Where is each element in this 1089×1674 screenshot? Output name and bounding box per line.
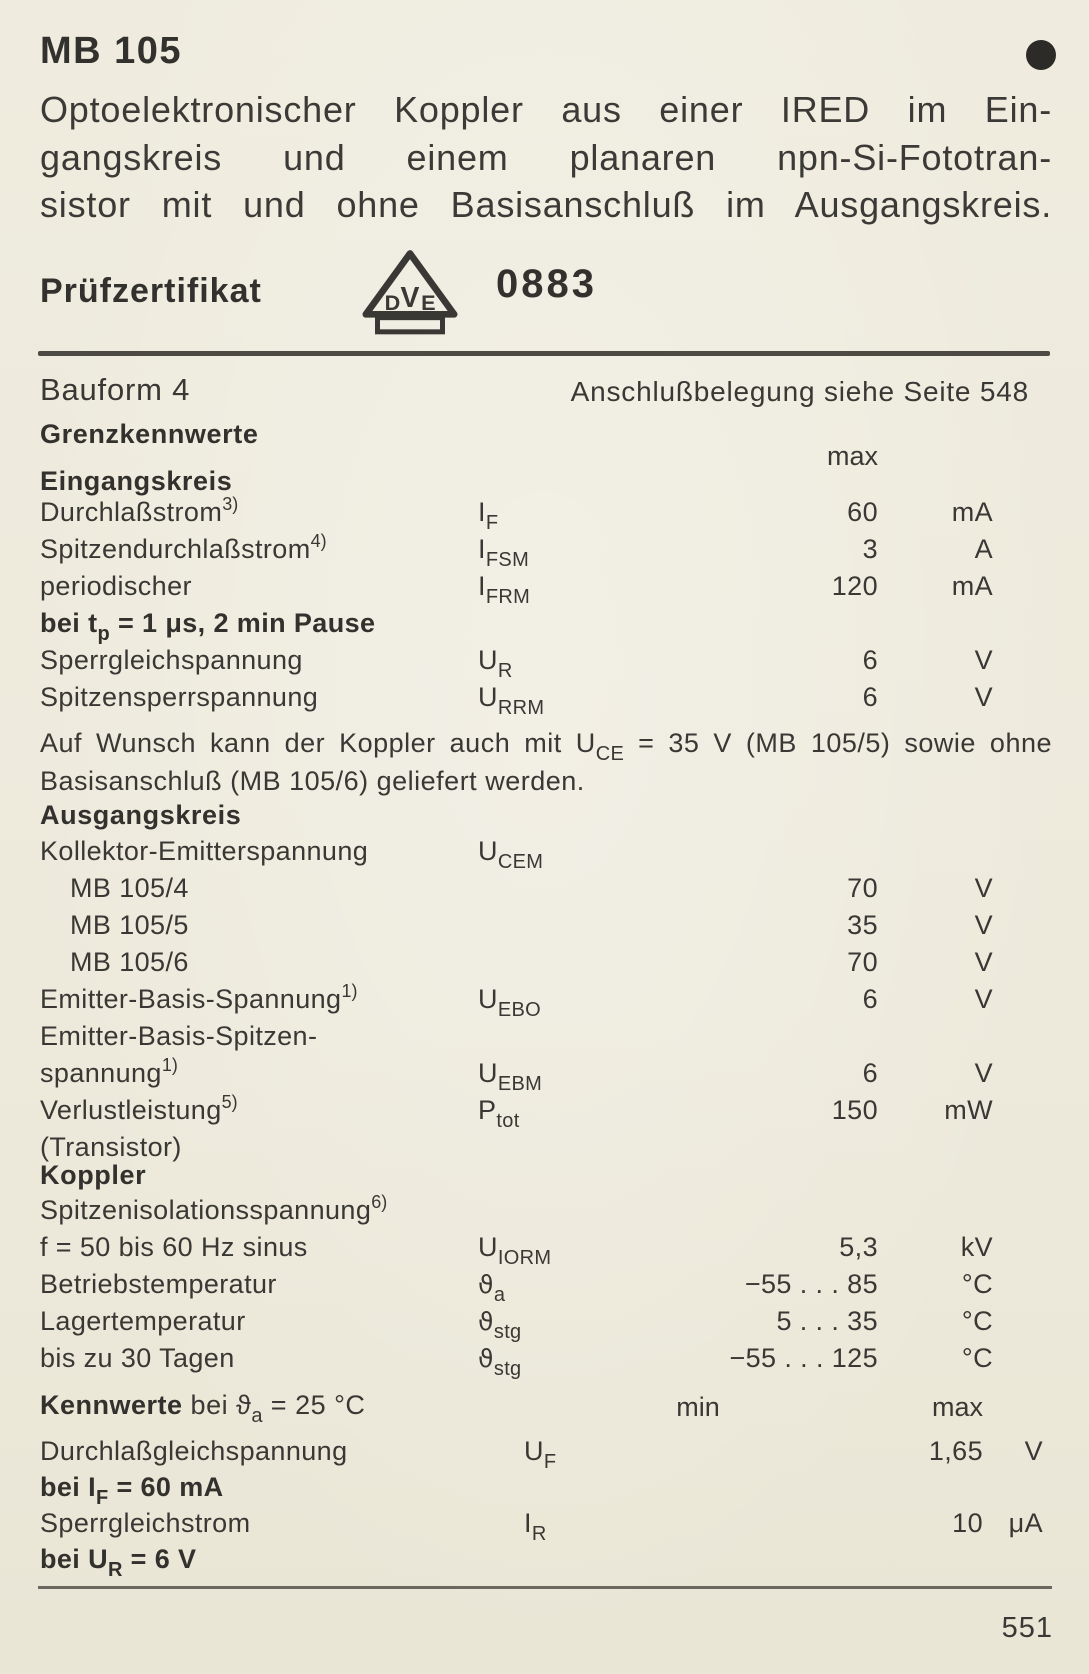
row-unit: V [974, 645, 993, 675]
row-unit: A [974, 534, 993, 564]
coupler-heading: Koppler [40, 1160, 147, 1190]
page-number: 551 [1001, 1612, 1053, 1644]
row-max-value: 10 [952, 1508, 983, 1538]
row-value: 70 [847, 947, 878, 977]
row-unit: V [974, 682, 993, 712]
corner-dot-icon [1026, 40, 1056, 70]
row-symbol: $I_R$ [524, 1508, 547, 1545]
footer-divider [38, 1586, 1052, 1589]
row-value [642, 608, 878, 645]
characteristics-heading: Kennwerte bei $ϑ_a = 25$ °C [40, 1390, 366, 1427]
description-line: gangskreis und einem planaren npn-Si-Fototran- [40, 136, 1052, 178]
row-value [642, 1195, 878, 1232]
row-label: Sperrgleichstrom [40, 1508, 251, 1538]
coupler-table [40, 1192, 993, 1380]
row-label: Emitter-Basis-Spannung$^{1)}$ [40, 981, 358, 1014]
option-note-line: Basisanschluß (MB 105/6) geliefert werden. [40, 765, 585, 796]
row-symbol: $I_{FRM}$ [478, 571, 531, 608]
svg-text:D: D [384, 290, 401, 316]
row-unit: °C [961, 1343, 993, 1373]
row-symbol: $U_{EBO}$ [478, 984, 542, 1021]
svg-text:E: E [421, 290, 436, 316]
row-label: Durchlaßstrom$^{3)}$ [40, 494, 239, 527]
certificate-number: 0883 [496, 262, 597, 306]
row-unit: V [974, 984, 993, 1014]
column-header-max: max [826, 441, 878, 471]
row-symbol [478, 1195, 642, 1232]
characteristics-table [40, 1436, 1043, 1580]
row-label: Spitzensperrspannung [40, 682, 319, 712]
row-symbol [478, 910, 642, 947]
row-symbol [478, 608, 642, 645]
output-circuit-heading: Ausgangskreis [40, 800, 242, 830]
row-label: Spitzenisolationsspannung$^{6)}$ [40, 1192, 388, 1225]
row-min-value [618, 1508, 778, 1544]
row-value: 120 [831, 571, 878, 601]
row-label: (Transistor) [40, 1132, 182, 1162]
row-unit [983, 1472, 1043, 1508]
row-unit: mA [951, 571, 993, 601]
row-symbol: $U_{EBM}$ [478, 1058, 543, 1095]
input-circuit-heading: Eingangskreis [40, 466, 233, 496]
row-label: bei $U_R = 6$ V [40, 1544, 197, 1581]
row-unit: V [974, 873, 993, 903]
row-value: −55 . . . 125 [729, 1343, 878, 1373]
description-paragraph [40, 86, 1052, 229]
row-value [642, 836, 878, 873]
row-label: bei $t_p = 1$ μs, 2 min Pause [40, 608, 376, 645]
row-value [642, 1132, 878, 1169]
row-unit [878, 1021, 993, 1058]
row-unit: mA [951, 497, 993, 527]
option-note-line: Auf Wunsch kann der Koppler auch mit $U_{CE} = 35$ V (MB 105/5) sowie ohne [40, 728, 1052, 765]
row-min-value [618, 1544, 778, 1580]
row-symbol: $U_{RRM}$ [478, 682, 545, 719]
row-unit: V [974, 1058, 993, 1088]
row-unit [878, 608, 993, 645]
section-divider [38, 351, 1050, 356]
row-symbol [478, 1021, 642, 1058]
row-value: 6 [862, 1058, 878, 1088]
row-label: Durchlaßgleichspannung [40, 1436, 348, 1466]
row-value: 150 [831, 1095, 878, 1125]
row-label: Spitzendurchlaßstrom$^{4)}$ [40, 531, 327, 564]
row-label: Lagertemperatur [40, 1306, 246, 1336]
row-min-value [618, 1472, 778, 1508]
row-value: −55 . . . 85 [744, 1269, 878, 1299]
row-unit: V [974, 947, 993, 977]
row-symbol: $U_{CEM}$ [478, 836, 544, 873]
row-value: 5,3 [839, 1232, 878, 1262]
row-unit [878, 1132, 993, 1169]
row-unit: °C [961, 1306, 993, 1336]
row-unit: mW [944, 1095, 993, 1125]
row-symbol [478, 873, 642, 910]
row-unit: V [974, 910, 993, 940]
row-label: Verlustleistung$^{5)}$ [40, 1092, 238, 1125]
row-symbol: $U_{IORM}$ [478, 1232, 552, 1269]
row-unit [983, 1544, 1043, 1580]
row-label: periodischer [40, 571, 192, 601]
row-value: 70 [847, 873, 878, 903]
row-symbol [478, 947, 642, 984]
vde-logo-icon [360, 246, 460, 336]
row-label: MB 105/5 [70, 910, 189, 940]
pin-assignment-note: Anschlußbelegung siehe Seite 548 [570, 376, 1029, 407]
row-symbol: $I_F$ [478, 497, 499, 534]
row-unit: V [1024, 1436, 1043, 1466]
row-symbol: $U_F$ [524, 1436, 557, 1473]
row-unit: μA [1008, 1508, 1043, 1538]
row-unit [878, 836, 993, 873]
bauform-label: Bauform 4 [40, 372, 191, 407]
svg-text:V: V [400, 281, 420, 314]
row-symbol: $ϑ_{stg}$ [478, 1307, 522, 1343]
row-symbol: $P_{tot}$ [478, 1095, 520, 1132]
output-circuit-table [40, 836, 993, 1169]
row-label: Kollektor-Emitterspannung [40, 836, 369, 866]
row-symbol: $ϑ_a$ [478, 1270, 506, 1306]
row-symbol [478, 1544, 618, 1580]
row-label: Sperrgleichspannung [40, 645, 303, 675]
row-label: bis zu 30 Tagen [40, 1343, 235, 1373]
row-label: MB 105/6 [70, 947, 189, 977]
row-symbol: $U_R$ [478, 645, 513, 682]
row-label: Betriebstemperatur [40, 1269, 277, 1299]
row-label: f = 50 bis 60 Hz sinus [40, 1232, 308, 1262]
row-unit: kV [960, 1232, 993, 1262]
row-value: 6 [862, 645, 878, 675]
row-symbol: $I_{FSM}$ [478, 534, 530, 571]
row-symbol [478, 1472, 618, 1508]
description-line: sistor mit und ohne Basisanschluß im Ausgangskreis. [40, 184, 1052, 225]
row-unit: °C [961, 1269, 993, 1299]
page-title: MB 105 [40, 30, 183, 72]
certificate-label: Prüfzertifikat [40, 272, 262, 310]
row-max-value: 1,65 [928, 1436, 983, 1466]
option-note [40, 725, 1052, 800]
row-label: Emitter-Basis-Spitzen- [40, 1021, 318, 1051]
row-max-value [778, 1472, 983, 1508]
limits-heading: Grenzkennwerte [40, 419, 259, 449]
row-value: 5 . . . 35 [776, 1306, 878, 1336]
row-unit [878, 1195, 993, 1232]
input-circuit-table [40, 494, 993, 719]
row-value: 6 [862, 682, 878, 712]
column-header-min: min [676, 1392, 720, 1422]
row-value: 6 [862, 984, 878, 1014]
row-value: 35 [847, 910, 878, 940]
description-line: Optoelektronischer Koppler aus einer IRED im Ein- [40, 89, 1052, 130]
row-max-value [778, 1544, 983, 1580]
row-symbol: $ϑ_{stg}$ [478, 1344, 522, 1380]
row-symbol [478, 1132, 642, 1169]
row-label: MB 105/4 [70, 873, 189, 903]
row-label: bei $I_F = 60$ mA [40, 1472, 224, 1509]
row-value: 60 [847, 497, 878, 527]
row-value: 3 [862, 534, 878, 564]
row-min-value [618, 1436, 778, 1472]
row-value [642, 1021, 878, 1058]
column-header-max: max [931, 1392, 983, 1422]
row-label: spannung$^{1)}$ [40, 1055, 178, 1088]
